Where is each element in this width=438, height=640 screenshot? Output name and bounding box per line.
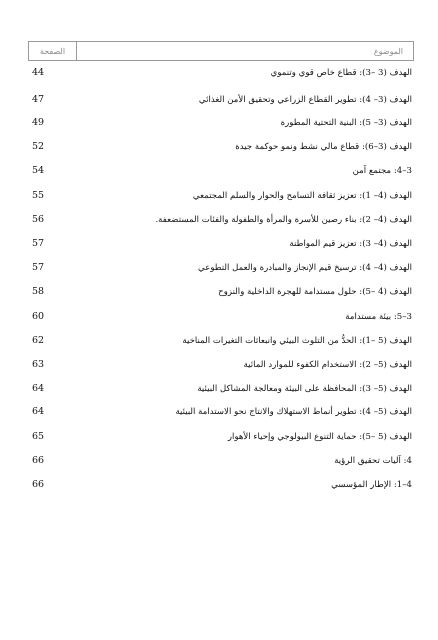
toc-row: [28, 236, 414, 252]
toc-row-topic: الهدف (4– 3): تعزيز قيم المواطنة: [289, 239, 412, 249]
toc-row-page-number: 52: [32, 141, 45, 152]
toc-row-page-number: 57: [32, 262, 45, 273]
toc-row: [28, 139, 414, 155]
toc-row-page-number: 63: [32, 359, 45, 370]
toc-row-topic: الهدف (3– 5): البنية التحتية المطورة: [280, 118, 412, 128]
toc-row-topic: الهدف (5– 2): الاستخدام الكفوء للموارد المائية: [243, 360, 412, 370]
toc-row-topic: الهدف (3–6): قطاع مالي نشط ونمو حوكمة جيدة: [235, 142, 412, 152]
toc-row-topic: الهدف (4– 4): ترسيخ قيم الإنجاز والمبادرة والعمل التطوعي: [198, 263, 412, 273]
toc-row: [28, 260, 414, 276]
toc-row-page-number: 47: [32, 94, 45, 105]
toc-row: [28, 404, 414, 420]
toc-row-page-number: 54: [32, 165, 45, 176]
toc-row-page-number: 44: [32, 67, 45, 78]
toc-row: [28, 284, 414, 300]
toc-row-page-number: 55: [32, 190, 45, 201]
toc-row-page-number: 66: [32, 479, 45, 490]
toc-row-topic: الهدف (4 –5): حلول مستدامة للهجرة الداخلية والنزوح: [218, 287, 412, 297]
toc-header: [28, 41, 414, 61]
toc-row-topic: 3–4: مجتمع آمن: [352, 166, 412, 176]
toc-row: [28, 65, 414, 81]
toc-row-page-number: 64: [32, 406, 45, 417]
toc-row: [28, 115, 414, 131]
toc-row-topic: الهدف (5– 4): تطوير أنماط الاستهلاك والانتاج نحو الاستدامة البيئية: [175, 407, 412, 417]
toc-row-page-number: 66: [32, 455, 45, 466]
toc-row: [28, 212, 414, 228]
toc-row-page-number: 57: [32, 238, 45, 249]
toc-row-topic: 4: آليات تحقيق الرؤية: [334, 456, 412, 466]
toc-row: [28, 357, 414, 373]
toc-row-topic: 3–5: بيئة مستدامة: [345, 312, 412, 322]
toc-row-page-number: 49: [32, 117, 45, 128]
toc-row-topic: الهدف (5 –5): حماية التنوع البيولوجي وإحياء الأهوار: [227, 432, 412, 442]
toc-row: [28, 453, 414, 469]
toc-row-topic: الهدف (5– 3): المحافظة على البيئة ومعالجة المشاكل البيئية: [197, 384, 412, 394]
table-of-contents: [28, 41, 414, 490]
toc-row: [28, 381, 414, 397]
toc-row-topic: الهدف (3– 4): تطوير القطاع الزراعي وتحقيق الأمن الغذائي: [198, 95, 412, 105]
topic-column-header: الموضوع: [373, 46, 403, 56]
page-column-header: الصفحة: [29, 42, 77, 60]
toc-row-topic: 4–1: الإطار المؤسسي: [331, 480, 412, 490]
toc-row-topic: الهدف (3 –3): قطاع خاص قوي وتنموي: [270, 68, 412, 78]
toc-row: [28, 309, 414, 325]
toc-row: [28, 429, 414, 445]
toc-row-topic: الهدف (4– 1): تعزيز ثقافة التسامح والحوار والسلم المجتمعي: [192, 191, 412, 201]
toc-row-topic: الهدف (5 –1): الحدُّ من التلوث البيئي وانبعاثات التغيرات المناخية: [182, 336, 412, 346]
toc-row-topic: الهدف (4– 2): بناء رصين للأسرة والمرأة والطفولة والفئات المستضعفة.: [155, 215, 412, 225]
toc-row-page-number: 60: [32, 311, 45, 322]
toc-row: [28, 92, 414, 108]
toc-row-page-number: 64: [32, 383, 45, 394]
toc-row-page-number: 65: [32, 431, 45, 442]
toc-row: [28, 188, 414, 204]
toc-row: [28, 477, 414, 493]
toc-row: [28, 163, 414, 179]
toc-row-page-number: 56: [32, 214, 45, 225]
toc-row: [28, 333, 414, 349]
toc-row-page-number: 62: [32, 335, 45, 346]
toc-row-page-number: 58: [32, 286, 45, 297]
